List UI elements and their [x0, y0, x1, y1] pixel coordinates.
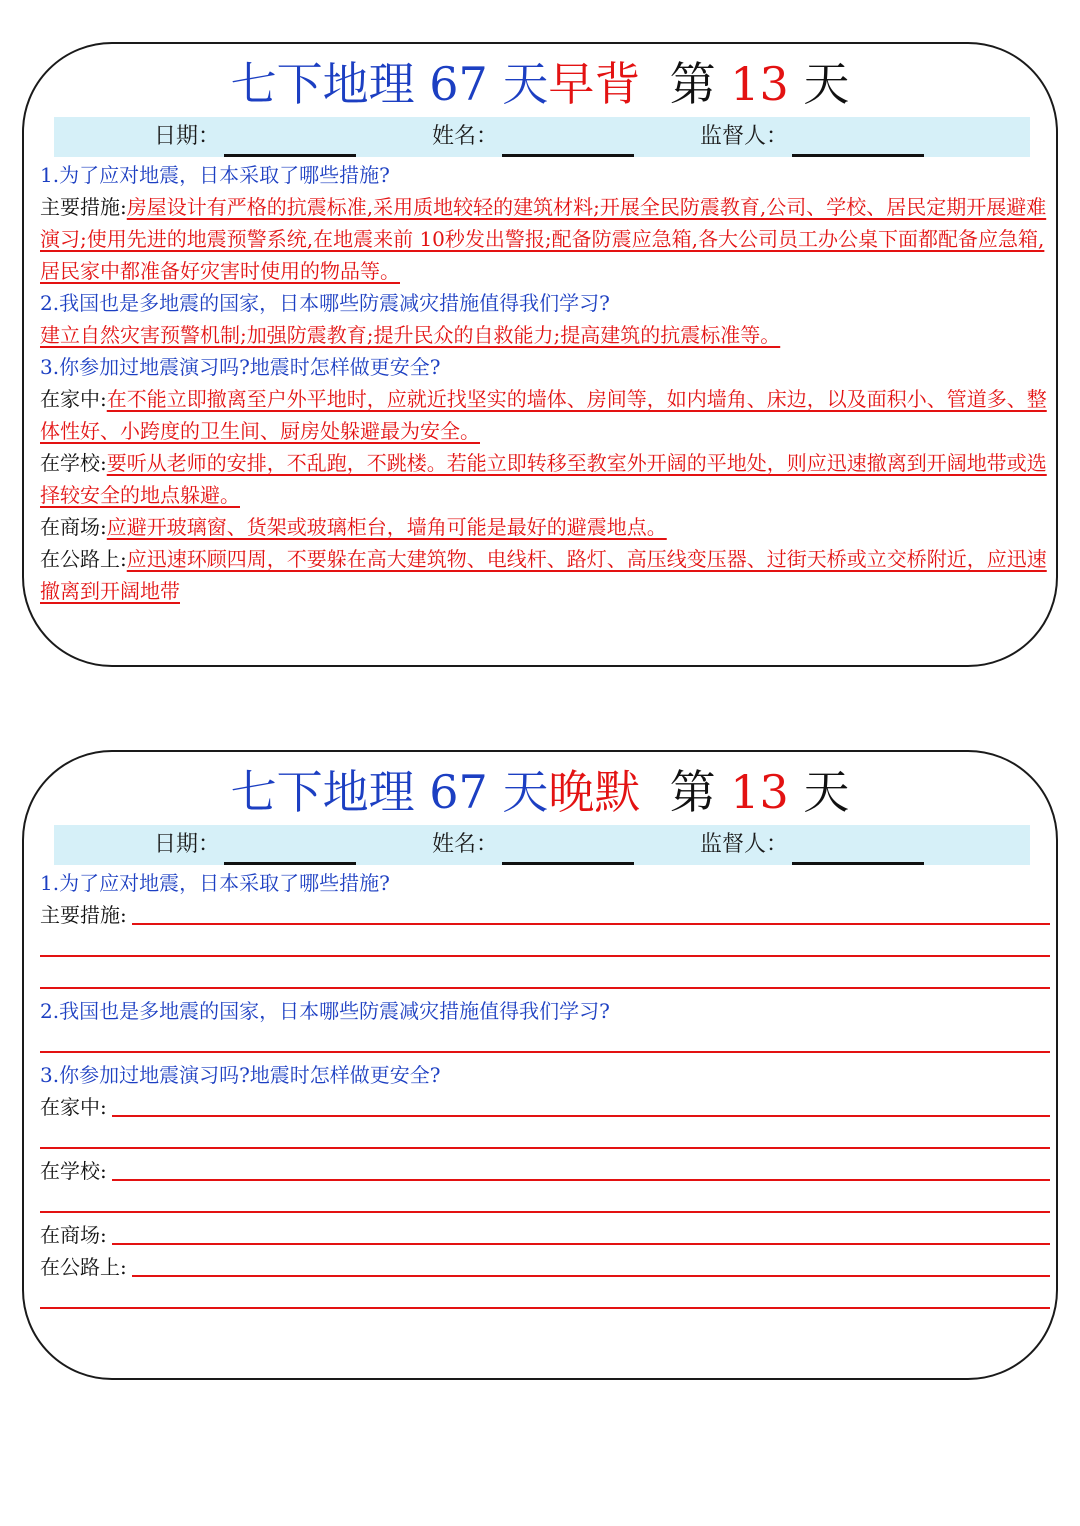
morning-title [24, 52, 1056, 116]
title-session: 晚默 [548, 765, 641, 819]
school-label: 在学校: [40, 1159, 107, 1183]
answer-line[interactable] [40, 1211, 1050, 1213]
date-line[interactable] [224, 832, 356, 865]
school-blank[interactable] [40, 1187, 1050, 1219]
answer-1 [40, 191, 1050, 287]
evening-title [24, 760, 1056, 824]
title-main: 七下地理 67 天 [230, 57, 549, 111]
answer-2-text: 建立自然灾害预警机制;加强防震教育;提升民众的自救能力;提高建筑的抗震标准等。 [40, 323, 781, 347]
home-answer: 在不能立即撤离至户外平地时，应就近找坚实的墙体、房间等，如内墙角、床边，以及面积小、管道多、整体性好、小跨度的卫生间、厨房处躲避最为安全。 [40, 387, 1047, 443]
title-session: 早背 [548, 57, 641, 111]
answer-school [40, 447, 1050, 511]
answer-mall [40, 511, 1050, 543]
supervisor-field[interactable] [700, 825, 924, 865]
answer-1-text: 房屋设计有严格的抗震标准,采用质地较轻的建筑材料;开展全民防震教育,公司、学校、居民定期开展避难演习;使用先进的地震预警系统,在地震来前 10秒发出警报;配备防震应急箱,各大公司员工办公桌下面都配备应急箱,居民家中都准备好灾害时使用的物品等。 [40, 195, 1047, 283]
answer-line[interactable] [40, 955, 1050, 957]
question-1: 1.为了应对地震，日本采取了哪些措施? [40, 871, 390, 895]
title-day-prefix: 第 [669, 765, 716, 819]
answer-1-label: 主要措施: [40, 195, 127, 219]
road-answer: 应迅速环顾四周，不要躲在高大建筑物、电线杆、路灯、高压线变压器、过街天桥或立交桥附近，应迅速撤离到开阔地带 [40, 547, 1047, 603]
home-label: 在家中: [40, 387, 107, 411]
title-main: 七下地理 67 天 [230, 765, 549, 819]
mall-label: 在商场: [40, 515, 107, 539]
supervisor-line[interactable] [792, 124, 924, 157]
question-3: 3.你参加过地震演习吗?地震时怎样做更安全? [40, 1063, 441, 1087]
answer-line[interactable] [40, 1307, 1050, 1309]
name-line[interactable] [502, 124, 634, 157]
name-label: 姓名： [432, 832, 499, 857]
meta-bar [54, 825, 1030, 865]
question-3: 3.你参加过地震演习吗?地震时怎样做更安全? [40, 355, 441, 379]
answer-line[interactable] [40, 1051, 1050, 1053]
supervisor-line[interactable] [792, 832, 924, 865]
answer-road [40, 543, 1050, 607]
school-row[interactable] [40, 1155, 1050, 1187]
title-day-suffix: 天 [803, 57, 850, 111]
answer-home [40, 383, 1050, 447]
name-field[interactable] [432, 117, 634, 157]
answer-2-blank[interactable] [40, 1027, 1050, 1059]
answer-1-blank[interactable] [40, 963, 1050, 995]
date-field[interactable] [154, 825, 356, 865]
answer-line[interactable] [112, 1243, 1050, 1245]
answer-1-row[interactable] [40, 899, 1050, 931]
answer-line[interactable] [132, 923, 1050, 925]
name-line[interactable] [502, 832, 634, 865]
date-line[interactable] [224, 124, 356, 157]
question-2: 2.我国也是多地震的国家，日本哪些防震减灾措施值得我们学习? [40, 291, 610, 315]
evening-card [22, 750, 1058, 1380]
meta-bar [54, 117, 1030, 157]
answer-line[interactable] [112, 1115, 1050, 1117]
question-1: 1.为了应对地震，日本采取了哪些措施? [40, 163, 390, 187]
road-row[interactable] [40, 1251, 1050, 1283]
school-label: 在学校: [40, 451, 107, 475]
title-day-prefix: 第 [669, 57, 716, 111]
mall-row[interactable] [40, 1219, 1050, 1251]
supervisor-field[interactable] [700, 117, 924, 157]
name-field[interactable] [432, 825, 634, 865]
supervisor-label: 监督人： [700, 124, 789, 149]
answer-line[interactable] [132, 1275, 1050, 1277]
home-blank[interactable] [40, 1123, 1050, 1155]
title-day-number: 13 [730, 57, 789, 111]
answer-line[interactable] [40, 987, 1050, 989]
supervisor-label: 监督人： [700, 832, 789, 857]
road-label: 在公路上: [40, 1255, 127, 1279]
morning-content [40, 159, 1050, 607]
answer-1-label: 主要措施: [40, 903, 127, 927]
morning-card [22, 42, 1058, 667]
school-answer: 要听从老师的安排，不乱跑，不跳楼。若能立即转移至教室外开阔的平地处，则应迅速撤离到开阔地带或选择较安全的地点躲避。 [40, 451, 1047, 507]
road-label: 在公路上: [40, 547, 127, 571]
mall-label: 在商场: [40, 1223, 107, 1247]
answer-1-blank[interactable] [40, 931, 1050, 963]
date-label: 日期： [154, 124, 221, 149]
answer-line[interactable] [40, 1147, 1050, 1149]
title-day-suffix: 天 [803, 765, 850, 819]
evening-content [40, 867, 1050, 1315]
mall-answer: 应避开玻璃窗、货架或玻璃柜台，墙角可能是最好的避震地点。 [106, 515, 667, 539]
title-day-number: 13 [730, 765, 789, 819]
home-label: 在家中: [40, 1095, 107, 1119]
date-label: 日期： [154, 832, 221, 857]
road-blank[interactable] [40, 1283, 1050, 1315]
name-label: 姓名： [432, 124, 499, 149]
question-2: 2.我国也是多地震的国家，日本哪些防震减灾措施值得我们学习? [40, 999, 610, 1023]
answer-line[interactable] [112, 1179, 1050, 1181]
date-field[interactable] [154, 117, 356, 157]
answer-2 [40, 319, 1050, 351]
home-row[interactable] [40, 1091, 1050, 1123]
